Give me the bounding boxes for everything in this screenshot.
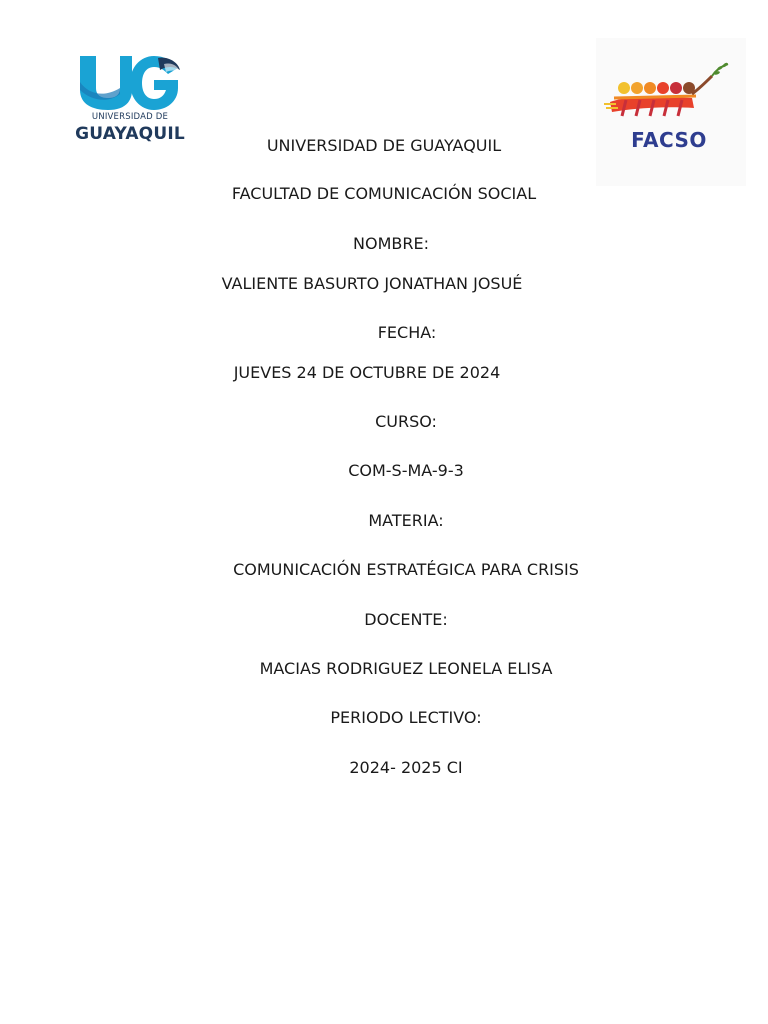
facso-logo [596,38,746,186]
university-name [0,136,768,156]
date-value [0,363,768,383]
teacher-value [0,659,768,679]
ug-logo-big-text: GUAYAQUIL [75,124,185,144]
period-value [0,758,768,778]
faculty-name [0,184,768,204]
ug-logo-small-text: UNIVERSIDAD DE [91,112,169,122]
facso-figures-icon [596,38,742,128]
faculty-name-text: FACULTAD DE COMUNICACIÓN SOCIAL [231,184,537,203]
university-name-text: UNIVERSIDAD DE GUAYAQUIL [266,136,502,155]
course-label-text: CURSO: [375,412,437,431]
name-label [0,234,768,254]
student-name [0,274,768,294]
name-label-text: NOMBRE: [353,234,429,253]
period-label [0,708,768,728]
course-label [0,412,768,432]
course-value-text: COM-S-MA-9-3 [348,461,464,480]
date-label [0,323,768,343]
teacher-value-text: MACIAS RODRIGUEZ LEONELA ELISA [259,659,553,678]
subject-value [0,560,768,580]
subject-label-text: MATERIA: [368,511,444,530]
date-label-text: FECHA: [377,323,437,342]
facso-logo-text: FACSO [631,128,707,152]
ug-logo [74,54,186,148]
ug-letters-icon [74,54,186,112]
teacher-label-text: DOCENTE: [364,610,448,629]
period-label-text: PERIODO LECTIVO: [330,708,482,727]
period-value-text: 2024- 2025 CI [349,758,463,777]
subject-label [0,511,768,531]
date-value-text: JUEVES 24 DE OCTUBRE DE 2024 [233,363,501,382]
course-value [0,461,768,481]
subject-value-text: COMUNICACIÓN ESTRATÉGICA PARA CRISIS [233,560,579,579]
student-name-text: VALIENTE BASURTO JONATHAN JOSUÉ [221,274,523,293]
teacher-label [0,610,768,630]
